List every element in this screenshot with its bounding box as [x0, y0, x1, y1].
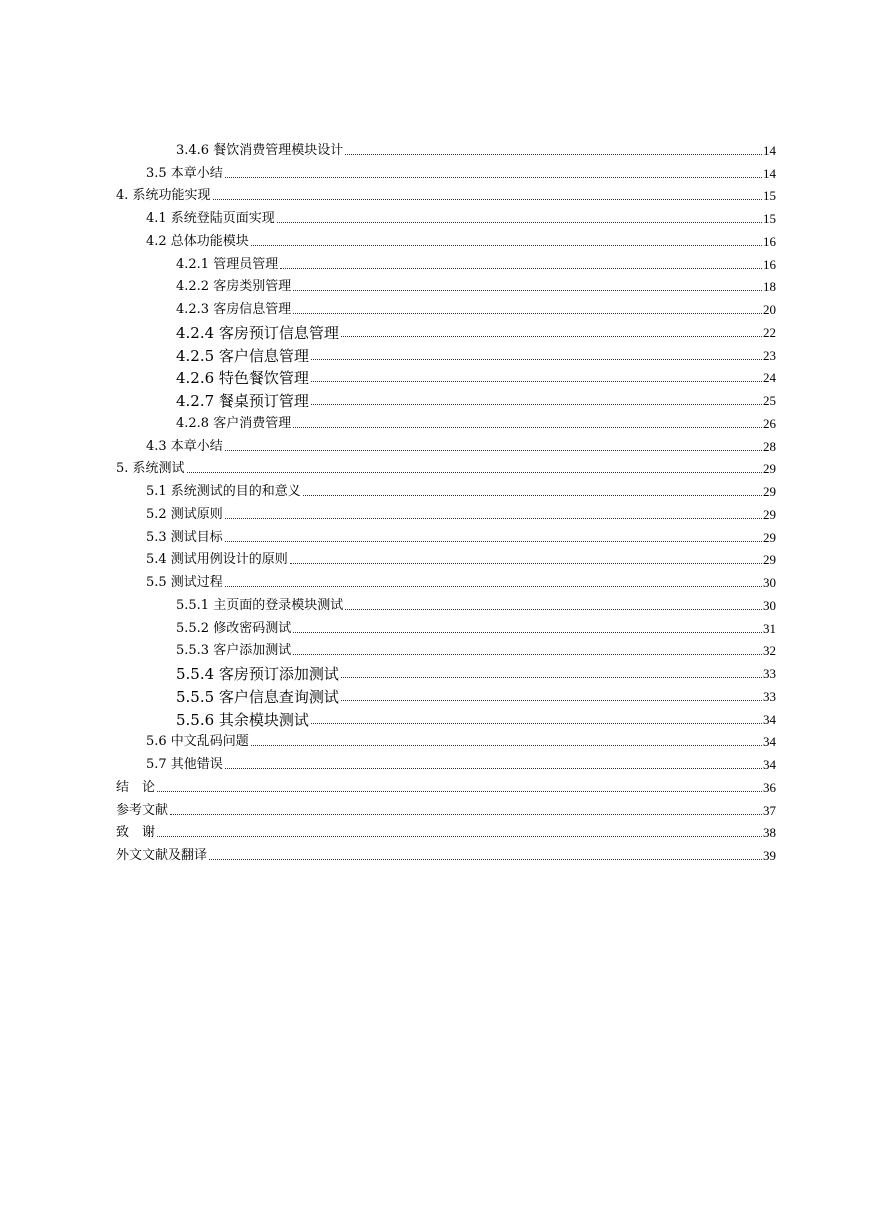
toc-entry[interactable]	[0, 409, 869, 432]
toc-entry-page: 31	[763, 620, 776, 636]
toc-entry[interactable]	[0, 136, 869, 159]
toc-entry-title: 外文文献及翻译	[116, 848, 208, 863]
toc-entry[interactable]	[0, 841, 869, 864]
toc-entry-title: 4.2.1 管理员管理	[176, 256, 279, 272]
toc-entry-page: 34	[763, 711, 776, 727]
toc-entry-title: 3.4.6 餐饮消费管理模块设计	[176, 142, 344, 158]
toc-entry-title: 5.5.2 修改密码测试	[176, 620, 292, 636]
dot-leader	[170, 814, 762, 815]
toc-entry[interactable]	[0, 796, 869, 819]
dot-leader	[341, 677, 762, 678]
toc-entry-page: 29	[763, 506, 776, 522]
toc-entry-title: 3.5 本章小结	[146, 165, 223, 181]
toc-entry[interactable]	[0, 227, 869, 250]
toc-entry-title: 5.7 其他错误	[146, 757, 223, 772]
dot-leader	[311, 359, 762, 360]
toc-entry[interactable]	[0, 500, 869, 523]
toc-entry[interactable]	[0, 341, 869, 364]
toc-entry[interactable]	[0, 546, 869, 569]
toc-entry-page: 38	[763, 825, 776, 841]
dot-leader	[293, 427, 762, 428]
dot-leader	[311, 381, 762, 382]
dot-leader	[341, 336, 762, 337]
toc-entry-page: 30	[763, 597, 776, 613]
toc-entry-title: 4.2.5 客户信息管理	[176, 346, 309, 365]
toc-entry-title: 4.1 系统登陆页面实现	[146, 211, 275, 226]
toc-entry-title: 5.3 测试目标	[146, 529, 223, 545]
dot-leader	[293, 313, 762, 314]
toc-entry[interactable]	[0, 455, 869, 478]
dot-leader	[311, 723, 762, 724]
toc-entry[interactable]	[0, 386, 869, 409]
dot-leader	[225, 586, 762, 587]
toc-entry-page: 34	[763, 734, 776, 750]
toc-entry[interactable]	[0, 659, 869, 682]
dot-leader	[311, 404, 762, 405]
toc-entry-page: 26	[763, 415, 776, 431]
toc-entry-title: 4.2 总体功能模块	[146, 233, 249, 249]
toc-entry-title: 结 论	[116, 779, 156, 795]
toc-entry-page: 30	[763, 575, 776, 590]
dot-leader	[251, 245, 762, 246]
dot-leader	[213, 199, 762, 200]
toc-entry[interactable]	[0, 819, 869, 842]
toc-entry[interactable]	[0, 295, 869, 318]
toc-entry[interactable]	[0, 364, 869, 387]
dot-leader	[225, 518, 762, 519]
toc-entry-title: 4.2.4 客房预订信息管理	[176, 323, 339, 342]
dot-leader	[157, 836, 762, 837]
toc-entry-page: 33	[763, 666, 776, 681]
dot-leader	[225, 450, 762, 451]
toc-entry-page: 32	[763, 643, 776, 659]
toc-entry-page: 18	[763, 279, 776, 295]
toc-entry[interactable]	[0, 477, 869, 500]
dot-leader	[225, 177, 762, 178]
toc-entry[interactable]	[0, 591, 869, 614]
toc-entry-page: 33	[763, 688, 776, 704]
toc-entry-title: 4.2.6 特色餐饮管理	[176, 369, 309, 388]
toc-entry[interactable]	[0, 682, 869, 705]
toc-entry-page: 20	[763, 302, 776, 317]
toc-entry[interactable]	[0, 523, 869, 546]
toc-entry-title: 4.2.7 餐桌预订管理	[176, 392, 309, 410]
toc-entry-page: 24	[763, 370, 776, 386]
toc-entry[interactable]	[0, 182, 869, 205]
toc-entry-page: 15	[763, 211, 776, 226]
toc-entry-page: 29	[763, 461, 776, 477]
dot-leader	[277, 222, 762, 223]
toc-entry-title: 4.2.2 客房类别管理	[176, 279, 292, 295]
toc-entry[interactable]	[0, 318, 869, 341]
toc-entry[interactable]	[0, 273, 869, 296]
dot-leader	[187, 472, 762, 473]
toc-entry-page: 25	[763, 393, 776, 408]
toc-entry-page: 29	[763, 552, 776, 568]
toc-entry-title: 5.5.1 主页面的登录模块测试	[176, 597, 344, 613]
toc-entry[interactable]	[0, 750, 869, 773]
toc-entry-title: 4.2.3 客房信息管理	[176, 302, 292, 317]
toc-entry-page: 14	[763, 165, 776, 181]
toc-entry-title: 5.6 中文乱码问题	[146, 734, 249, 750]
toc-entry-title: 5.1 系统测试的目的和意义	[146, 484, 301, 499]
toc-entry[interactable]	[0, 728, 869, 751]
toc-entry-page: 16	[763, 256, 776, 272]
toc-entry-title: 5.5.5 客户信息查询测试	[176, 687, 339, 706]
toc-entry-title: 致 谢	[116, 825, 156, 841]
dot-leader	[293, 632, 762, 633]
dot-leader	[225, 768, 762, 769]
toc-entry-page: 37	[763, 802, 776, 818]
toc-entry-page: 34	[763, 757, 776, 772]
toc-entry[interactable]	[0, 637, 869, 660]
dot-leader	[345, 154, 762, 155]
toc-entry-title: 5.5.4 客房预订添加测试	[176, 665, 339, 683]
toc-entry-page: 29	[763, 484, 776, 499]
dot-leader	[293, 290, 762, 291]
dot-leader	[303, 495, 762, 496]
toc-entry-title: 5.2 测试原则	[146, 506, 223, 522]
toc-entry-page: 15	[763, 188, 776, 204]
table-of-contents	[0, 136, 869, 864]
dot-leader	[251, 745, 762, 746]
dot-leader	[157, 791, 762, 792]
dot-leader	[345, 609, 762, 610]
toc-entry[interactable]	[0, 250, 869, 273]
dot-leader	[209, 859, 762, 860]
dot-leader	[290, 563, 762, 564]
toc-entry-title: 参考文献	[116, 802, 169, 818]
toc-entry[interactable]	[0, 705, 869, 728]
toc-entry[interactable]	[0, 614, 869, 637]
dot-leader	[225, 541, 762, 542]
toc-entry-title: 5. 系统测试	[116, 461, 185, 477]
toc-entry[interactable]	[0, 568, 869, 591]
toc-entry-title: 4.2.8 客户消费管理	[176, 415, 292, 431]
toc-entry-page: 28	[763, 438, 776, 454]
toc-entry[interactable]	[0, 432, 869, 455]
dot-leader	[341, 700, 762, 701]
toc-entry-page: 29	[763, 529, 776, 545]
toc-entry-title: 5.5.3 客户添加测试	[176, 643, 292, 659]
dot-leader	[293, 654, 762, 655]
toc-entry-title: 4.3 本章小结	[146, 438, 223, 454]
toc-entry-title: 5.5 测试过程	[146, 575, 223, 590]
toc-entry-page: 16	[763, 233, 776, 249]
toc-entry-title: 5.4 测试用例设计的原则	[146, 552, 288, 568]
toc-entry[interactable]	[0, 204, 869, 227]
toc-entry-page: 23	[763, 347, 776, 363]
dot-leader	[280, 268, 762, 269]
toc-entry-title: 4. 系统功能实现	[116, 188, 211, 204]
toc-entry-page: 14	[763, 142, 776, 158]
toc-entry[interactable]	[0, 773, 869, 796]
toc-entry-page: 39	[763, 848, 776, 863]
toc-entry[interactable]	[0, 159, 869, 182]
toc-entry-title: 5.5.6 其余模块测试	[176, 710, 309, 729]
toc-entry-page: 36	[763, 779, 776, 795]
toc-entry-page: 22	[763, 324, 776, 340]
